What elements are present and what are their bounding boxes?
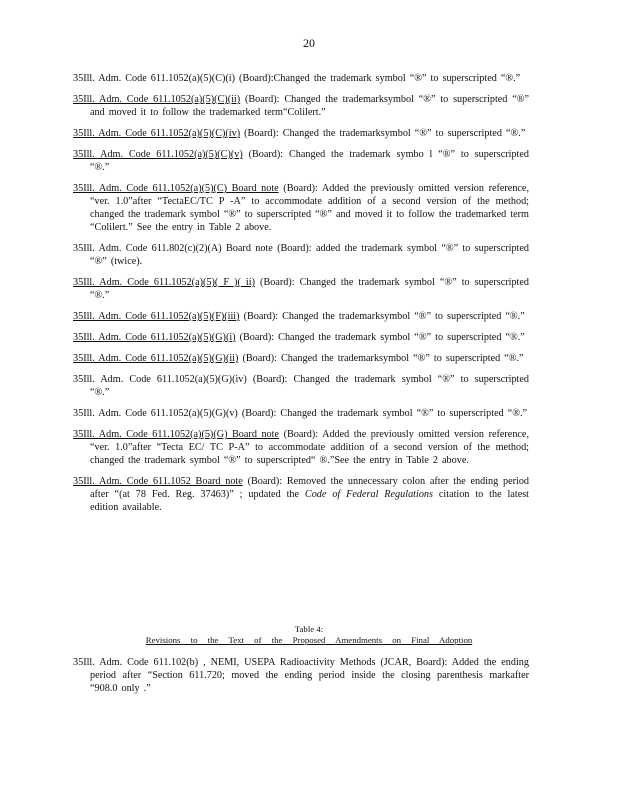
revision-entry	[73, 182, 529, 234]
entry-citation: 35Ill. Adm. Code 611.102(b)	[73, 657, 199, 668]
entry-text: (Board): Changed the trademark symbol “®” to superscripted “®.”	[90, 277, 530, 301]
entry-text: (Board):Changed the trademark symbol “®” to superscripted “®.”	[239, 73, 521, 84]
entry-text: (Board): Added the previously omitted version reference, “ver. 1.0”after “TectaEC/TC P -A” to accommodate addition of a second version of the method; changed the trademark symbol “®” to superscripted “®” and moved it to follow the trademarked term “Colilert.” See the entry in Table 2 above.	[90, 183, 530, 233]
entry-text: (Board): Changed the trademarksymbol “®” to superscripted “®.”	[242, 353, 524, 364]
revision-entry	[73, 331, 529, 344]
entry-text: (Board): Changed the trademark symbol “®” to superscripted “®.”	[239, 332, 525, 343]
revision-entry	[73, 656, 529, 695]
entry-citation: 35Ill. Adm. Code 611.1052(a)(5)(C) Board note	[73, 183, 279, 194]
revision-entry	[73, 276, 529, 302]
page-number: 20	[303, 36, 315, 50]
revision-entry	[73, 93, 529, 119]
entry-citation: 35Ill. Adm. Code 611.1052 Board note	[73, 476, 243, 487]
entry-citation: 35Ill. Adm. Code 611.1052(a)(5)(G)(iv)	[73, 374, 247, 385]
revision-entry	[73, 352, 529, 365]
revision-entry	[73, 373, 529, 399]
table-caption-subtitle: Revisions to the Text of the Proposed Amendments on Final Adoption	[145, 635, 473, 645]
entry-text: (Board): Changed the trademarksymbol “®” to superscripted “®.”	[244, 128, 526, 139]
entry-text: (Board): Changed the trademarksymbol “®” to superscripted “®.”	[243, 311, 525, 322]
entry-citation: 35Ill. Adm. Code 611.1052(a)(5)(C)(iv)	[73, 128, 241, 139]
entry-text: , NEMI, USEPA Radioactivity Methods (JCAR, Board): Added the ending period after “Section 611.720; moved the ending period inside the closing parenthesis markafter “908.0 only .”	[90, 657, 529, 694]
revision-entry	[73, 407, 529, 420]
revision-entry	[73, 242, 529, 268]
entry-text: (Board): Changed the trademark symbo l “®” to superscripted “®.”	[90, 149, 529, 173]
revision-entries	[73, 72, 529, 522]
entry-citation: 35Ill. Adm. Code 611.802(c)(2)(A) Board note	[73, 243, 273, 254]
entry-citation: 35Ill. Adm. Code 611.1052(a)(5)(G)(i)	[73, 332, 236, 343]
revision-entry	[73, 148, 529, 174]
entry-text: (Board): added the trademark symbol “®” to superscripted “®” (twice).	[90, 243, 529, 267]
revision-entry	[73, 475, 529, 514]
revision-entry	[73, 127, 529, 140]
entry-text: (Board): Changed the trademark symbol “®” to superscripted “®.”	[241, 408, 528, 419]
entry-citation: 35Ill. Adm. Code 611.1052(a)(5)(G)(ii)	[73, 353, 239, 364]
table-caption-title: Table 4:	[294, 624, 324, 634]
entry-citation: 35Ill. Adm. Code 611.1052(a)(5)(F)(iii)	[73, 311, 240, 322]
entry-citation: 35Ill. Adm. Code 611.1052(a)(5)(C)(ii)	[73, 94, 241, 105]
entry-citation: 35Ill. Adm. Code 611.1052(a)(5)( F )( ii)	[73, 277, 255, 288]
entry-citation: 35Ill. Adm. Code 611.1052(a)(5)(G) Board note	[73, 429, 280, 440]
revision-entries-table-4	[73, 656, 529, 703]
entry-text: (Board): Added the previously omitted version reference, “ver. 1.0”after “Tecta EC/ TC P-A” to accommodate addition of a second version of the method; changed the trademark symbol “®” to superscripted“ ®.”See the entry in Table 2 above.	[90, 429, 530, 466]
entry-citation: 35Ill. Adm. Code 611.1052(a)(5)(C)(i)	[73, 73, 235, 84]
revision-entry	[73, 72, 529, 85]
revision-entry	[73, 428, 529, 467]
entry-text: (Board): Changed the trademark symbol “®” to superscripted “®.”	[90, 374, 529, 398]
entry-text: (Board): Changed the trademarksymbol “®” to superscripted “®” and moved it to follow the trademarked term“Colilert.”	[90, 94, 530, 118]
revision-entry	[73, 310, 529, 323]
entry-citation: 35Ill. Adm. Code 611.1052(a)(5)(C)(v)	[73, 149, 243, 160]
table-caption	[0, 624, 618, 646]
entry-text-tail: citation to the latest edition available.	[90, 489, 530, 513]
entry-text: (Board): Removed the unnecessary colon after the ending period after “(at 78 Fed. Reg. 37463)” ; updated the	[90, 476, 530, 500]
entry-italic-title: Code of Federal Regulations	[304, 489, 433, 500]
entry-citation: 35Ill. Adm. Code 611.1052(a)(5)(G)(v)	[73, 408, 238, 419]
